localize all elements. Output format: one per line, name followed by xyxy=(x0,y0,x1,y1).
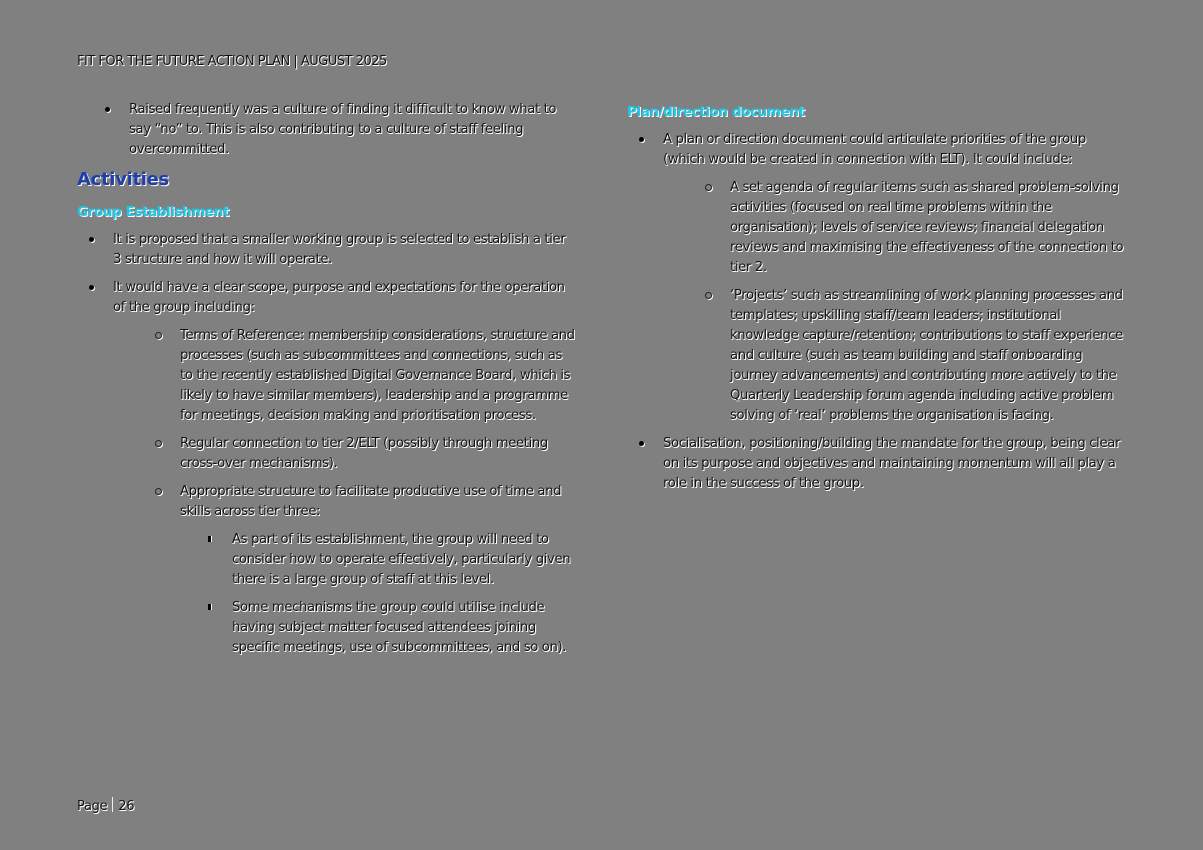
list-item: Socialisation, positioning/building the mandate for the group, being clear on its purpose and objectives and maintaining momentum will all play a role in the success of the group. xyxy=(627,434,1127,494)
sub-list-item: ‘Projects’ such as streamlining of work planning processes and templates; upskilling staff/team leaders; institutional knowledge capture/retention; contributions to staff experience and culture (such as team building and staff onboarding journey advancements) and contributing more actively to the Quarterly Leadership forum agenda including active problem solving of ‘real’ problems the organisation is facing. xyxy=(627,286,1127,426)
left-column xyxy=(77,100,577,666)
subsection-heading-plan-direction: Plan/direction document xyxy=(627,104,805,120)
sub-sub-list-item: As part of its establishment, the group will need to consider how to operate effectively, particularly given there is a large group of staff at this level. xyxy=(77,530,577,590)
list-item: Raised frequently was a culture of finding it difficult to know what to say “no” to. This is also contributing to a culture of staff feeling overcommitted. xyxy=(77,100,577,160)
sub-list-item: Regular connection to tier 2/ELT (possibly through meeting cross-over mechanisms). xyxy=(77,434,577,474)
list-item: A plan or direction document could articulate priorities of the group (which would be created in connection with ELT). It could include: xyxy=(627,130,1127,170)
plan-direction-list xyxy=(627,130,1127,494)
subsection-heading-group-establishment: Group Establishment xyxy=(77,204,230,220)
page-label: Page xyxy=(77,799,108,814)
sub-list-item: Appropriate structure to facilitate productive use of time and skills across tier three: xyxy=(77,482,577,522)
document-header: FIT FOR THE FUTURE ACTION PLAN | AUGUST 2025 xyxy=(77,54,387,69)
page-number: 26 xyxy=(118,799,135,814)
page-footer xyxy=(77,797,134,814)
section-heading-activities: Activities xyxy=(77,169,169,190)
right-column xyxy=(627,102,1127,502)
list-item: It would have a clear scope, purpose and expectations for the operation of the group including: xyxy=(77,278,577,318)
list-item: It is proposed that a smaller working group is selected to establish a tier 3 structure and how it will operate. xyxy=(77,230,577,270)
group-establishment-list xyxy=(77,230,577,658)
intro-bullet-list xyxy=(77,100,577,160)
sub-list-item: Terms of Reference: membership considerations, structure and processes (such as subcommittees and connections, such as to the recently established Digital Governance Board, which is likely to have similar members), leadership and a programme for meetings, decision making and prioritisation process. xyxy=(77,326,577,426)
sub-list-item: A set agenda of regular items such as shared problem-solving activities (focused on real time problems within the organisation); levels of service reviews; financial delegation reviews and maximising the effectiveness of the connection to tier 2. xyxy=(627,178,1127,278)
sub-sub-list-item: Some mechanisms the group could utilise include having subject matter focused attendees joining specific meetings, use of subcommittees, and so on). xyxy=(77,598,577,658)
footer-divider xyxy=(112,797,113,812)
